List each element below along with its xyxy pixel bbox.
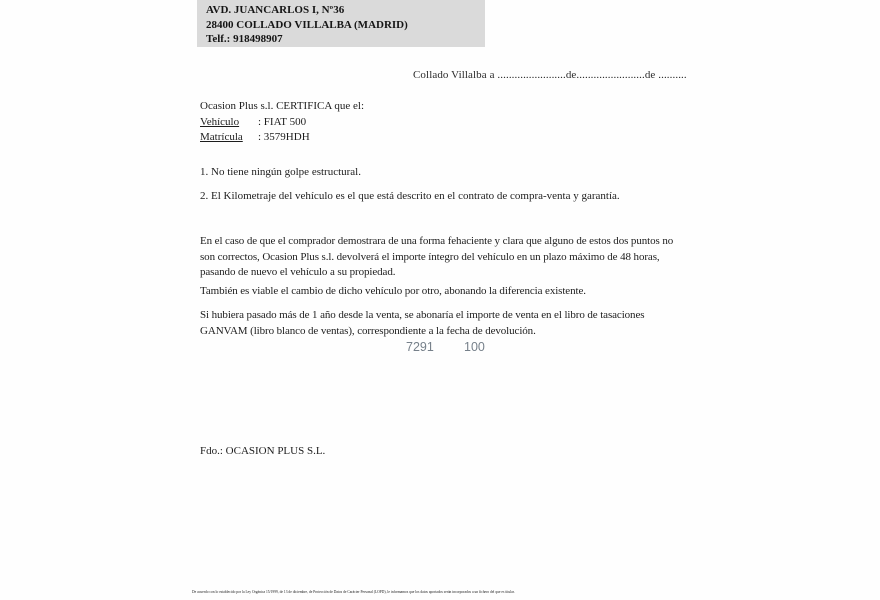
plate-row (200, 130, 364, 146)
paragraph-refund-line-2: son correctos, Ocasion Plus s.l. devolverá el importe íntegro del vehículo en un plazo máximo de 48 horas, (200, 250, 660, 263)
paragraph-ganvam-line-2: GANVAM (libro blanco de ventas), correspondiente a la fecha de devolución. (200, 324, 536, 337)
vehicle-value: : FIAT 500 (258, 115, 307, 128)
legal-fineprint: De acuerdo con lo establecido por la Ley Orgánica 15/1999, de 13 de diciembre, de Protección de Datos de Carácter Personal (LOPD), le informamos que los datos aportados serán incorporados a un fichero del que es titular. (192, 590, 515, 594)
paragraph-ganvam-line-1: Si hubiera pasado más de 1 año desde la venta, se abonaría el importe de venta en el libro de tasaciones (200, 309, 645, 321)
overlay-number-right: 100 (464, 340, 485, 354)
paragraph-refund (200, 234, 690, 281)
header-address-line-2: 28400 COLLADO VILLALBA (MADRID) (206, 18, 408, 31)
line-exchange: También es viable el cambio de dicho vehículo por otro, abonando la diferencia existente. (200, 285, 586, 297)
clause-structural: 1. No tiene ningún golpe estructural. (200, 166, 361, 178)
vehicle-label: Vehículo (200, 115, 240, 128)
certification-block (200, 99, 364, 146)
plate-label: Matrícula (200, 131, 243, 143)
paragraph-refund-line-1: En el caso de que el comprador demostrara de una forma fehaciente y clara que alguno de estos dos puntos no (200, 235, 674, 247)
header-address-line-1: AVD. JUANCARLOS I, Nº36 (206, 4, 345, 16)
vehicle-row (200, 115, 364, 131)
overlay-number-left: 7291 (406, 340, 434, 354)
paragraph-refund-line-3: pasando de nuevo el vehículo a su propiedad. (200, 266, 396, 278)
date-line: Collado Villalba a ........................de........................de .......... (413, 69, 687, 81)
paragraph-ganvam (200, 308, 690, 339)
signature-line: Fdo.: OCASION PLUS S.L. (200, 445, 326, 457)
legal-fineprint-wrap (192, 590, 682, 598)
clause-mileage: 2. El Kilometraje del vehículo es el que está descrito en el contrato de compra-venta y garantía. (200, 190, 620, 202)
certification-intro: Ocasion Plus s.l. CERTIFICA que el: (200, 100, 365, 112)
header-address-block (197, 0, 485, 47)
header-phone-line: Telf.: 918498907 (206, 33, 283, 45)
plate-value: : 3579HDH (258, 131, 310, 143)
